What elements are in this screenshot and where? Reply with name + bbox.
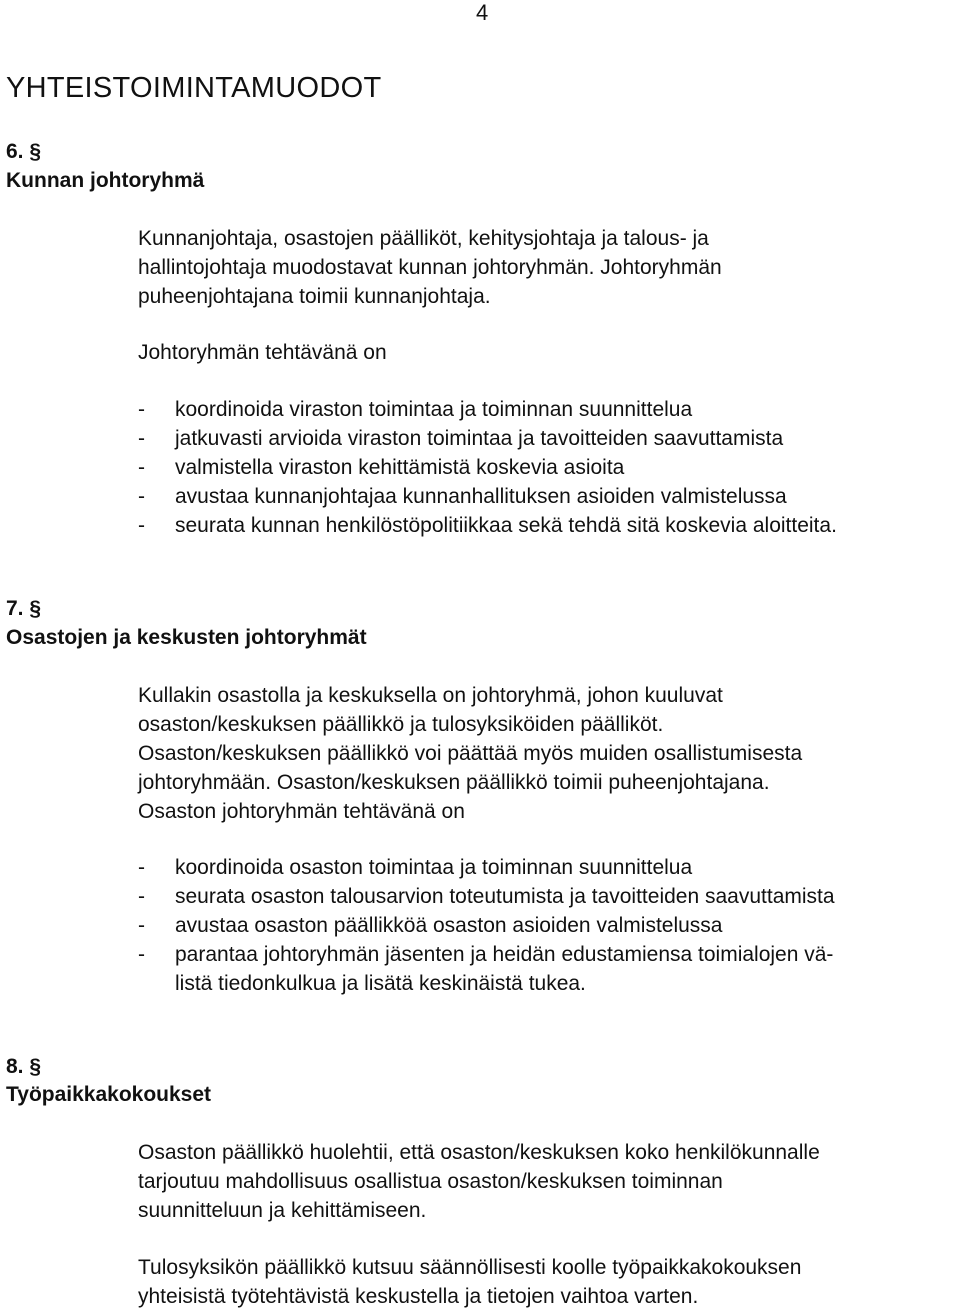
section-title: Osastojen ja keskusten johtoryhmät — [6, 626, 367, 649]
section-number: 7. § — [6, 597, 42, 620]
task-list — [138, 395, 837, 540]
dash-marker: - — [138, 514, 145, 537]
task-list — [138, 853, 835, 998]
section-title: Kunnan johtoryhmä — [6, 169, 205, 192]
text-line: suunnitteluun ja kehittämiseen. — [138, 1199, 427, 1222]
list-item-line: listä tiedonkulkua ja lisätä keskinäistä tukea. — [175, 972, 586, 995]
dash-marker: - — [138, 943, 145, 966]
text-line: johtoryhmään. Osaston/keskuksen päällikkö toimii puheenjohtajana. — [138, 771, 770, 794]
list-item — [138, 940, 835, 998]
paragraph — [138, 1138, 820, 1225]
text-line: Osaston/keskuksen päällikkö voi päättää myös muiden osallistumisesta — [138, 742, 803, 765]
list-item-text: seurata kunnan henkilöstöpolitiikkaa sekä tehdä sitä koskevia aloitteita. — [175, 514, 837, 537]
dash-marker: - — [138, 456, 145, 479]
text-line: hallintojohtaja muodostavat kunnan johtoryhmän. Johtoryhmän — [138, 256, 722, 279]
list-item — [138, 511, 837, 540]
text-line: Kunnanjohtaja, osastojen päälliköt, kehitysjohtaja ja talous- ja — [138, 227, 709, 250]
text-line: tarjoutuu mahdollisuus osallistua osaston/keskuksen toiminnan — [138, 1170, 723, 1193]
text-line: Johtoryhmän tehtävänä on — [138, 341, 387, 364]
list-item — [138, 453, 837, 482]
list-item — [138, 853, 835, 882]
dash-marker: - — [138, 856, 145, 879]
dash-marker: - — [138, 427, 145, 450]
list-item — [138, 882, 835, 911]
text-line: osaston/keskuksen päällikkö ja tulosyksiköiden päälliköt. — [138, 713, 664, 736]
list-item — [138, 482, 837, 511]
list-item-text: koordinoida osaston toimintaa ja toiminnan suunnittelua — [175, 856, 693, 879]
list-item-text: jatkuvasti arvioida viraston toimintaa ja tavoitteiden saavuttamista — [175, 427, 784, 450]
section-title: Työpaikkakokoukset — [6, 1083, 212, 1106]
list-item — [138, 395, 837, 424]
dash-marker: - — [138, 885, 145, 908]
paragraph — [138, 338, 387, 367]
text-line: Osaston päällikkö huolehtii, että osaston/keskuksen koko henkilökunnalle — [138, 1141, 820, 1164]
list-item-text: valmistella viraston kehittämistä koskevia asioita — [175, 456, 625, 479]
text-line: Osaston johtoryhmän tehtävänä on — [138, 800, 465, 823]
list-item-text — [175, 940, 833, 998]
text-line: Tulosyksikön päällikkö kutsuu säännöllisesti koolle työpaikkakokouksen — [138, 1256, 802, 1279]
list-item-text: koordinoida viraston toimintaa ja toiminnan suunnittelua — [175, 398, 693, 421]
dash-marker: - — [138, 485, 145, 508]
section-number: 8. § — [6, 1055, 42, 1078]
dash-marker: - — [138, 914, 145, 937]
paragraph — [138, 224, 722, 311]
dash-marker: - — [138, 398, 145, 421]
list-item-line: parantaa johtoryhmän jäsenten ja heidän edustamiensa toimialojen vä- — [175, 943, 834, 966]
page-number: 4 — [476, 0, 489, 25]
list-item — [138, 424, 837, 453]
text-line: yhteisistä työtehtävistä keskustella ja tietojen vaihtoa varten. — [138, 1285, 699, 1308]
paragraph — [138, 681, 802, 826]
list-item-text: seurata osaston talousarvion toteutumista ja tavoitteiden saavuttamista — [175, 885, 835, 908]
list-item-text: avustaa osaston päällikköä osaston asioiden valmistelussa — [175, 914, 723, 937]
section-number: 6. § — [6, 140, 42, 163]
text-line: Kullakin osastolla ja keskuksella on johtoryhmä, johon kuuluvat — [138, 684, 723, 707]
list-item-text: avustaa kunnanjohtajaa kunnanhallituksen asioiden valmistelussa — [175, 485, 787, 508]
list-item — [138, 911, 835, 940]
chapter-title: YHTEISTOIMINTAMUODOT — [6, 72, 382, 104]
text-line: puheenjohtajana toimii kunnanjohtaja. — [138, 285, 491, 308]
paragraph — [138, 1253, 801, 1311]
